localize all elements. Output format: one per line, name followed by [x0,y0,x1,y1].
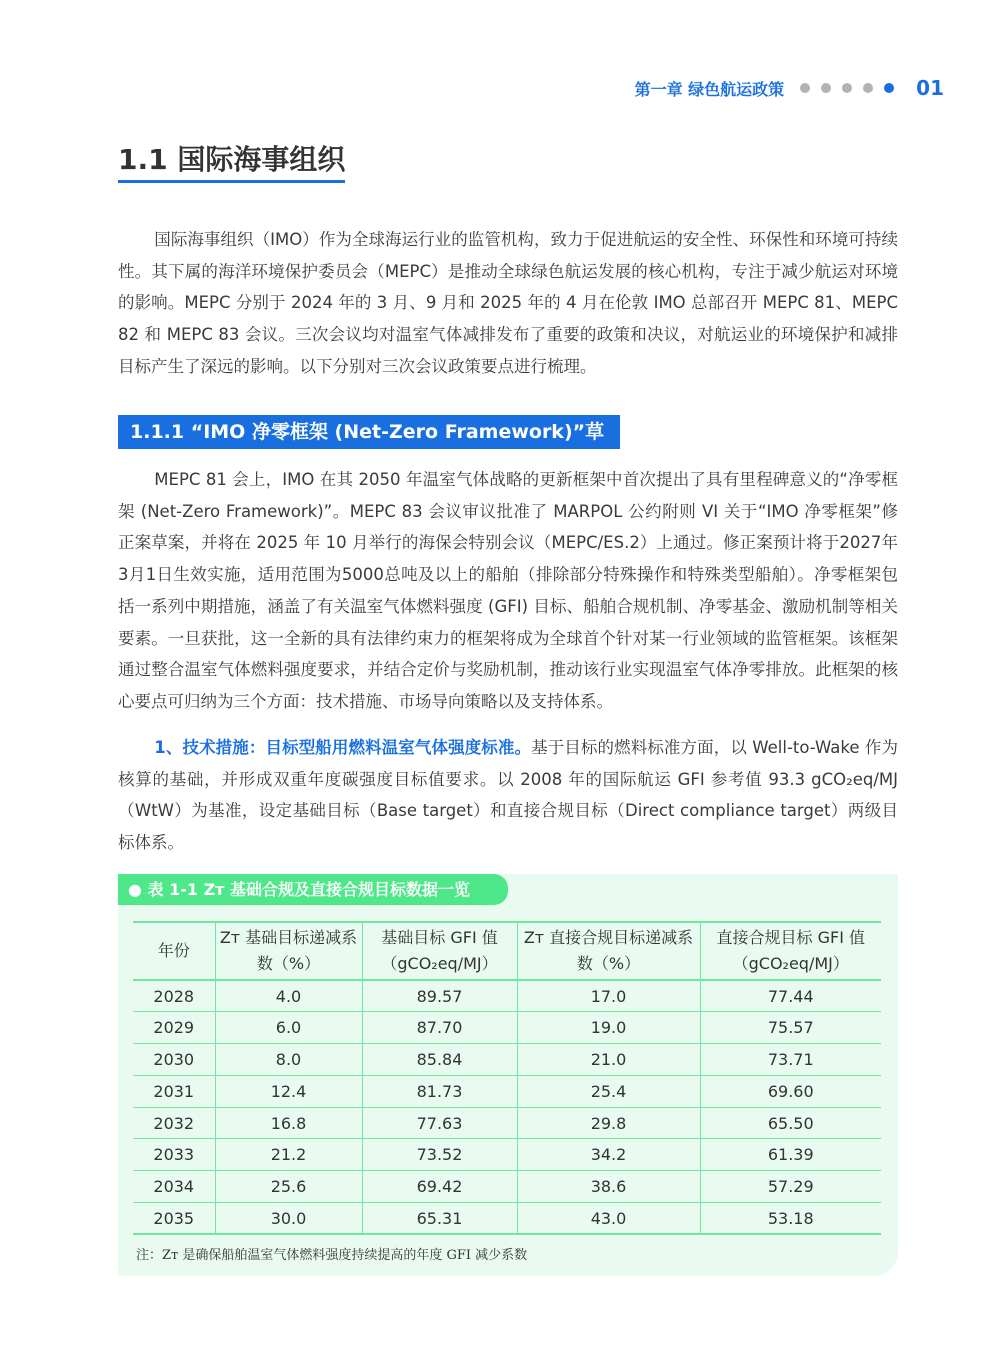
table-cell: 65.31 [362,1203,517,1235]
table-cell: 6.0 [215,1012,362,1044]
column-header: Zᴛ 基础目标递减系数（%） [215,922,362,980]
table-cell: 17.0 [517,980,700,1012]
paragraph-3 [118,732,898,859]
table-cell: 2034 [133,1171,215,1203]
dot [821,83,831,93]
table-cell: 2031 [133,1075,215,1107]
table-cell: 21.0 [517,1044,700,1076]
intro-paragraph: 国际海事组织（IMO）作为全球海运行业的监管机构，致力于促进航运的安全性、环保性和环境可持续性。其下属的海洋环境保护委员会（MEPC）是推动全球绿色航运发展的核心机构，专注于减少航运对环境的影响。MEPC 分别于 2024 年的 3 月、9 月和 2025 年的 4 月在伦敦 IMO 总部召开 MEPC 81、MEPC 82 和 MEPC 83 会议。三次会议均对温室气体减排发布了重要的政策和决议，对航运业的环境保护和减排目标产生了深远的影响。以下分别对三次会议政策要点进行梳理。 [118,230,898,376]
table-cell: 73.52 [362,1139,517,1171]
table-cell: 2035 [133,1203,215,1235]
table-cell: 73.71 [700,1044,881,1076]
dot [800,83,810,93]
table-title: ● 表 1-1 Zᴛ 基础合规及直接合规目标数据一览 [118,874,508,905]
table-cell: 30.0 [215,1203,362,1235]
table-cell: 29.8 [517,1107,700,1139]
table-cell: 61.39 [700,1139,881,1171]
table-cell: 19.0 [517,1012,700,1044]
table-box [118,874,898,1276]
table-cell: 38.6 [517,1171,700,1203]
table-note: 注：Zᴛ 是确保船舶温室气体燃料强度持续提高的年度 GFI 减少系数 [136,1248,528,1263]
table-row [133,980,881,1012]
column-header: 直接合规目标 GFI 值（gCO₂eq/MJ） [700,922,881,980]
table-cell: 69.60 [700,1075,881,1107]
table-cell: 2029 [133,1012,215,1044]
paragraph-3-body: 基于目标的燃料标准方面，以 Well-to-Wake 作为核算的基础，并形成双重年度碳强度目标值要求。以 2008 年的国际航运 GFI 参考值 93.3 gCO₂eq/MJ（WtW）为基准，设定基础目标（Base target）和直接合规目标（Direct compliance target）两级目标体系。 [118,738,898,853]
table-cell: 2030 [133,1044,215,1076]
table-cell: 81.73 [362,1075,517,1107]
chapter-title: 第一章 绿色航运政策 [634,79,785,99]
table-cell: 2032 [133,1107,215,1139]
running-header [635,76,944,100]
table-row [133,1012,881,1044]
table-cell: 65.50 [700,1107,881,1139]
table-cell: 85.84 [362,1044,517,1076]
table-row [133,1107,881,1139]
page-number: 01 [916,76,944,100]
table-cell: 57.29 [700,1171,881,1203]
data-table [133,921,881,1235]
column-header: 年份 [133,922,215,980]
paragraph-3-lead: 1、技术措施：目标型船用燃料温室气体强度标准。 [154,738,532,757]
table-cell: 21.2 [215,1139,362,1171]
table-cell: 16.8 [215,1107,362,1139]
table-cell: 2028 [133,980,215,1012]
table-cell: 89.57 [362,980,517,1012]
table-cell: 87.70 [362,1012,517,1044]
table-row [133,1044,881,1076]
table-row [133,1171,881,1203]
column-header: 基础目标 GFI 值（gCO₂eq/MJ） [362,922,517,980]
table-cell: 77.44 [700,980,881,1012]
table-cell: 25.4 [517,1075,700,1107]
dot [842,83,852,93]
column-header: Zᴛ 直接合规目标递减系数（%） [517,922,700,980]
table-cell: 25.6 [215,1171,362,1203]
table-cell: 75.57 [700,1012,881,1044]
table-cell: 12.4 [215,1075,362,1107]
dot-active [884,83,894,93]
table-cell: 34.2 [517,1139,700,1171]
paragraph-2: MEPC 81 会上，IMO 在其 2050 年温室气体战略的更新框架中首次提出了具有里程碑意义的“净零框架 (Net-Zero Framework)”。MEPC 83 会议审议批准了 MARPOL 公约附则 VI 关于“IMO 净零框架”修正案草案，并将在 2025 年 10 月举行的海保会特别会议（MEPC/ES.2）上通过。修正案预计将于2027年3月1日生效实施，适用范围为5000总吨及以上的船舶（排除部分特殊操作和特殊类型船舶）。净零框架包括一系列中期措施，涵盖了有关温室气体燃料强度 (GFI) 目标、船舶合规机制、净零基金、激励机制等相关要素。一旦获批，这一全新的具有法律约束力的框架将成为全球首个针对某一行业领域的监管框架。该框架通过整合温室气体燃料强度要求，并结合定价与奖励机制，推动该行业实现温室气体净零排放。此框架的核心要点可归纳为三个方面：技术措施、市场导向策略以及支持体系。 [118,470,898,711]
table-cell: 8.0 [215,1044,362,1076]
table-cell: 77.63 [362,1107,517,1139]
table-row [133,1075,881,1107]
table-cell: 43.0 [517,1203,700,1235]
table-row [133,1203,881,1235]
progress-dots [800,83,894,93]
table-cell: 69.42 [362,1171,517,1203]
section-title: 1.1 国际海事组织 [118,138,345,183]
table-cell: 2033 [133,1139,215,1171]
subsection-heading: 1.1.1 “IMO 净零框架 (Net-Zero Framework)”草案 [118,415,620,449]
table-cell: 4.0 [215,980,362,1012]
table-cell: 53.18 [700,1203,881,1235]
table-row [133,1139,881,1171]
dot [863,83,873,93]
